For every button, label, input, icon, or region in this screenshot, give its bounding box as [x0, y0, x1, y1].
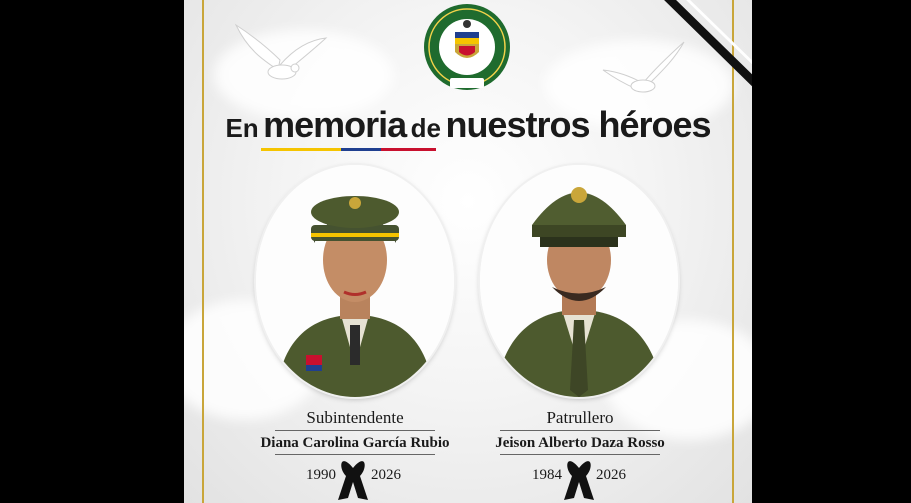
gold-border-left — [202, 0, 204, 503]
page-title — [184, 104, 752, 146]
officer-2-death-year: 2026 — [596, 467, 626, 483]
officer-2-name: Jeison Alberto Daza Rosso — [495, 435, 665, 451]
officer-2-caption — [460, 408, 700, 455]
mourning-ribbon-icon — [562, 450, 596, 500]
police-seal-icon — [422, 2, 512, 92]
headline-part4: nuestros héroes — [445, 104, 711, 145]
dove-icon — [228, 20, 328, 90]
divider — [275, 430, 435, 431]
mourning-ribbon-icon — [336, 450, 370, 500]
officer-2-birth-year: 1984 — [532, 467, 562, 483]
officer-1-birth-year: 1990 — [306, 467, 336, 483]
portrait-officer-2 — [480, 165, 678, 397]
officer-1-caption — [235, 408, 475, 455]
dove-icon — [599, 40, 689, 100]
officer-1-name: Diana Carolina García Rubio — [260, 435, 450, 451]
flag-stripe-blue — [341, 148, 381, 151]
divider — [500, 430, 660, 431]
portrait-officer-1 — [256, 165, 454, 397]
headline-part2: memoria — [263, 104, 407, 145]
flag-stripe-red — [381, 148, 436, 151]
officer-1-rank: Subintendente — [306, 408, 404, 427]
flag-stripe-yellow — [261, 148, 341, 151]
memorial-poster — [184, 0, 752, 503]
officer-1-death-year: 2026 — [371, 467, 401, 483]
headline-part1: En — [225, 113, 259, 143]
officer-2-rank: Patrullero — [546, 408, 614, 427]
headline-part3: de — [410, 113, 441, 143]
